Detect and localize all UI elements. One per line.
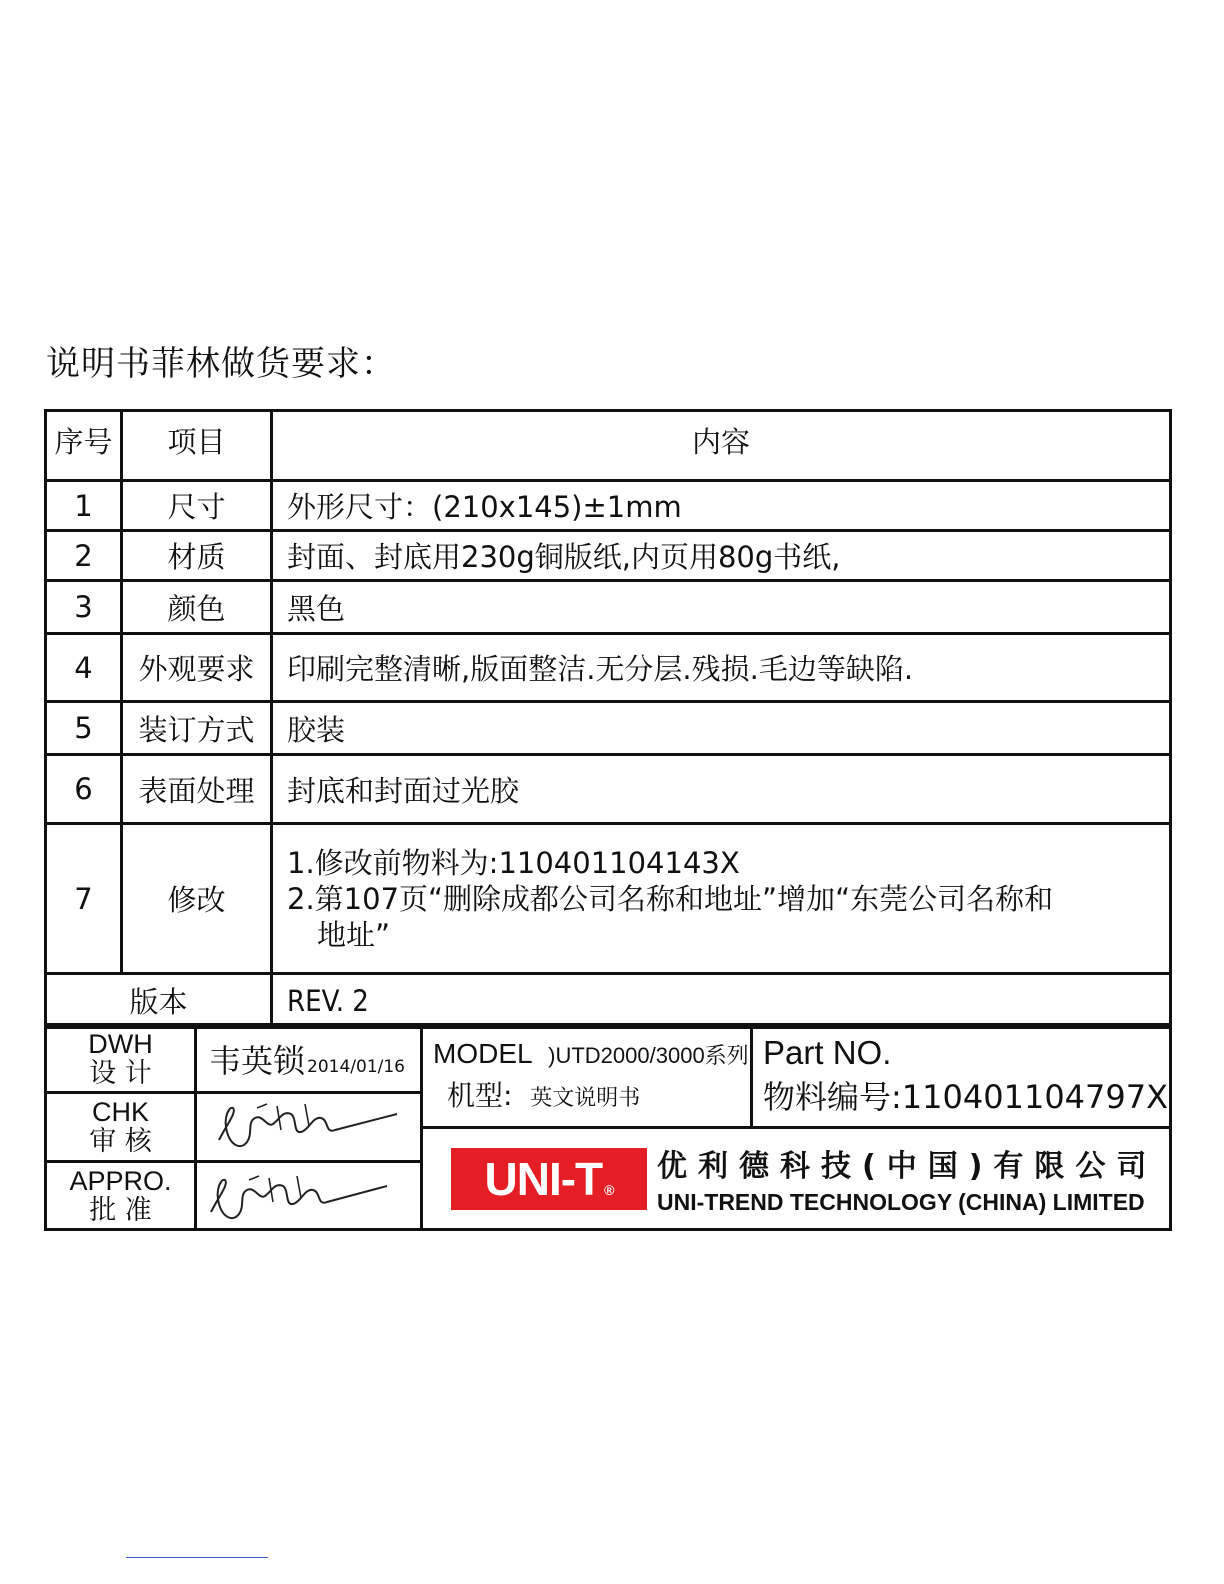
model-value: )UTD2000/3000系列 bbox=[548, 1043, 749, 1068]
designer-name: 韦英锁 bbox=[209, 1041, 306, 1080]
signature-image bbox=[197, 1164, 417, 1228]
model-type: 英文说明书 bbox=[530, 1086, 641, 1111]
row-item: 装订方式 bbox=[122, 702, 272, 755]
header-content: 内容 bbox=[272, 411, 1171, 481]
document-title: 说明书菲林做货要求： bbox=[46, 344, 396, 384]
role-dwh bbox=[46, 1025, 196, 1093]
table-header-row bbox=[46, 411, 1171, 481]
revision-note-2: 2.第107页“删除成都公司名称和地址”增加“东莞公司名称和 bbox=[287, 881, 1054, 916]
role-appro bbox=[46, 1162, 196, 1230]
part-number: 110401104797X bbox=[901, 1078, 1169, 1116]
row-no: 4 bbox=[46, 634, 122, 702]
designer-cell bbox=[196, 1025, 422, 1093]
row-no: 1 bbox=[46, 481, 122, 531]
table-row bbox=[46, 581, 1171, 634]
company-name-cn: 优利德科技(中国)有限公司 bbox=[657, 1149, 1158, 1184]
part-cell bbox=[752, 1025, 1171, 1128]
row-content: 黑色 bbox=[272, 581, 1171, 634]
row-item: 外观要求 bbox=[122, 634, 272, 702]
uni-t-logo bbox=[451, 1148, 647, 1210]
logo-registered-mark: ® bbox=[604, 1181, 614, 1198]
part-label-en: Part NO. bbox=[763, 1034, 892, 1071]
revision-notes bbox=[272, 824, 1171, 974]
table-row bbox=[46, 531, 1171, 581]
role-chk-cn: 审 核 bbox=[89, 1126, 152, 1157]
table-row-revision bbox=[46, 824, 1171, 974]
role-appro-cn: 批 准 bbox=[89, 1194, 152, 1226]
header-item: 项目 bbox=[122, 411, 272, 481]
role-appro-en: APPRO. bbox=[69, 1165, 172, 1196]
row-item: 尺寸 bbox=[122, 481, 272, 531]
logo-text: UNI-T bbox=[484, 1152, 603, 1205]
role-chk-en: CHK bbox=[91, 1097, 149, 1127]
row-no: 5 bbox=[46, 702, 122, 755]
row-content: 外形尺寸：(210x145)±1mm bbox=[272, 481, 1171, 531]
row-item: 修改 bbox=[122, 824, 272, 974]
bottom-underline-mark bbox=[126, 1557, 268, 1558]
designer-date: 2014/01/16 bbox=[307, 1056, 405, 1077]
company-cell bbox=[422, 1128, 1171, 1230]
signoff-block bbox=[44, 1023, 1172, 1231]
version-label: 版本 bbox=[46, 974, 272, 1028]
signoff-row-dwh bbox=[46, 1025, 1171, 1093]
signature-image bbox=[197, 1094, 417, 1160]
row-no: 7 bbox=[46, 824, 122, 974]
header-no: 序号 bbox=[46, 411, 122, 481]
approver-signature bbox=[196, 1162, 422, 1230]
table-row bbox=[46, 702, 1171, 755]
role-chk bbox=[46, 1093, 196, 1162]
part-label-cn: 物料编号: bbox=[763, 1078, 902, 1116]
row-no: 6 bbox=[46, 755, 122, 824]
row-item: 表面处理 bbox=[122, 755, 272, 824]
model-cell bbox=[422, 1025, 752, 1128]
model-label-en: MODEL bbox=[433, 1038, 533, 1069]
model-label-cn: 机型: bbox=[447, 1079, 513, 1112]
role-dwh-cn: 设 计 bbox=[89, 1057, 152, 1089]
row-content: 封面、封底用230g铜版纸,内页用80g书纸, bbox=[272, 531, 1171, 581]
table-row bbox=[46, 755, 1171, 824]
checker-signature bbox=[196, 1093, 422, 1162]
row-item: 颜色 bbox=[122, 581, 272, 634]
role-dwh-en: DWH bbox=[88, 1028, 153, 1059]
row-no: 2 bbox=[46, 531, 122, 581]
table-row-version bbox=[46, 974, 1171, 1028]
row-content: 胶装 bbox=[272, 702, 1171, 755]
table-row bbox=[46, 481, 1171, 531]
row-content: 封底和封面过光胶 bbox=[272, 755, 1171, 824]
spec-table bbox=[44, 409, 1172, 1029]
revision-note-2-cont: 地址” bbox=[317, 917, 391, 952]
company-name-en: UNI-TREND TECHNOLOGY (CHINA) LIMITED bbox=[657, 1189, 1145, 1215]
row-no: 3 bbox=[46, 581, 122, 634]
row-content: 印刷完整清晰,版面整洁.无分层.残损.毛边等缺陷. bbox=[272, 634, 1171, 702]
row-item: 材质 bbox=[122, 531, 272, 581]
version-value: REV. 2 bbox=[272, 974, 1171, 1028]
table-row bbox=[46, 634, 1171, 702]
revision-note-1: 1.修改前物料为:110401104143X bbox=[287, 845, 740, 880]
